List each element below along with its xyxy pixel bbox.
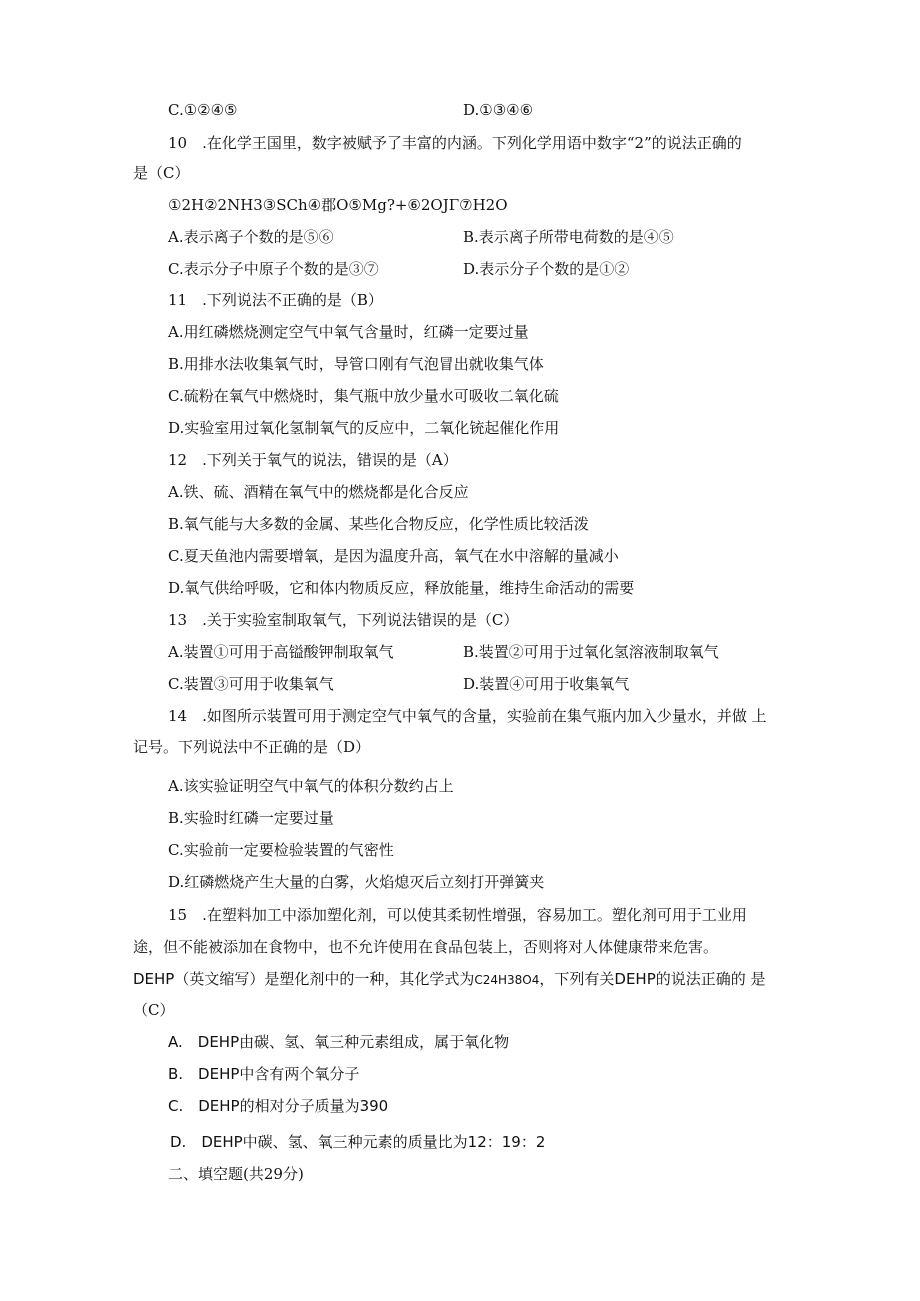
q11-option-b: B.用排水法收集氧气时，导管口刚有气泡冒出就收集气体 [168,355,544,373]
q15-stem-line1: 15 .在塑料加工中添加塑化剂，可以使其柔韧性增强，容易加工。塑化剂可用于工业用 [168,906,747,924]
q10-formula-list: ①2H②2NH3③SCh④郡O⑤Mg?+⑥2OJΓ⑦H2O [168,196,508,214]
q13-stem: 13 .关于实验室制取氧气，下列说法错误的是（C） [168,611,519,629]
q15-option-b: B. DEHP中含有两个氧分子 [168,1065,360,1083]
q10-stem-line1: 10 .在化学王国里，数字被赋予了丰富的内涵。下列化学用语中数字“2”的说法正确的 [168,134,742,152]
q10-option-b: B.表示离子所带电荷数的是④⑤ [463,228,674,246]
q13-option-d: D.装置④可用于收集氧气 [463,675,630,693]
q11-option-a: A.用红磷燃烧测定空气中氧气含量时，红磷一定要过量 [168,323,529,341]
q13-option-c: C.装置③可用于收集氧气 [168,675,334,693]
q15-option-d: D. DEHP中碳、氢、氧三种元素的质量比为12：19：2 [170,1133,546,1151]
q11-option-d: D.实验室用过氧化氢制氧气的反应中，二氧化铳起催化作用 [168,419,560,437]
q13-option-b: B.装置②可用于过氧化氢溶液制取氧气 [463,643,719,661]
q12-option-a: A.铁、硫、酒精在氧气中的燃烧都是化合反应 [168,483,469,501]
chemical-formula: C24H38O4 [474,973,540,987]
q14-option-b: B.实验时红磷一定要过量 [168,809,334,827]
q15-option-c: C. DEHP的相对分子质量为390 [168,1097,389,1115]
q9-option-d: D.①③④⑥ [463,101,534,119]
q15-stem-line3 [133,969,766,990]
q10-option-a: A.表示离子个数的是⑤⑥ [168,228,334,246]
q13-option-a: A.装置①可用于高镒酸钾制取氧气 [168,643,394,661]
q15-stem-line2: 途，但不能被添加在食物中，也不允许使用在食品包装上，否则将对人体健康带来危害。 [133,938,719,956]
q11-option-c: C.硫粉在氧气中燃烧时，集气瓶中放少量水可吸收二氧化硫 [168,387,559,405]
q11-stem: 11 .下列说法不正确的是（B） [168,291,383,309]
q10-stem-line2: 是（C） [133,164,190,182]
q15-stem-line3-tail: ，下列有关DEHP的说法正确的 是 [539,970,766,988]
q12-stem: 12 .下列关于氧气的说法，错误的是（A） [168,451,458,469]
q12-option-b: B.氧气能与大多数的金属、某些化合物反应，化学性质比较活泼 [168,515,589,533]
q9-option-c: C.①②④⑤ [168,101,238,119]
q12-option-c: C.夏天鱼池内需要增氧，是因为温度升高，氧气在水中溶解的量减小 [168,547,619,565]
section-2-title: 二、填空题(共29分) [168,1165,304,1183]
q15-option-a: A. DEHP由碳、氢、氧三种元素组成，属于氧化物 [168,1033,510,1051]
q14-stem-line1: 14 .如图所示装置可用于测定空气中氧气的含量，实验前在集气瓶内加入少量水，并做 上 [168,707,767,725]
q14-option-c: C.实验前一定要检验装置的气密性 [168,841,394,859]
q14-option-d: D.红磷燃烧产生大量的白雾，火焰熄灭后立刻打开弹簧夹 [168,873,545,891]
q14-stem-line2: 记号。下列说法中不正确的是（D） [133,738,371,756]
q10-option-c: C.表示分子中原子个数的是③⑦ [168,260,379,278]
q14-option-a: A.该实验证明空气中氧气的体积分数约占上 [168,777,454,795]
q15-stem-line3-text: DEHP（英文缩写）是塑化剂中的一种，其化学式为 [133,970,475,988]
q12-option-d: D.氧气供给呼吸，它和体内物质反应，释放能量，维持生命活动的需要 [168,579,635,597]
q10-option-d: D.表示分子个数的是①② [463,260,630,278]
q15-stem-line4: （C） [133,1001,175,1019]
